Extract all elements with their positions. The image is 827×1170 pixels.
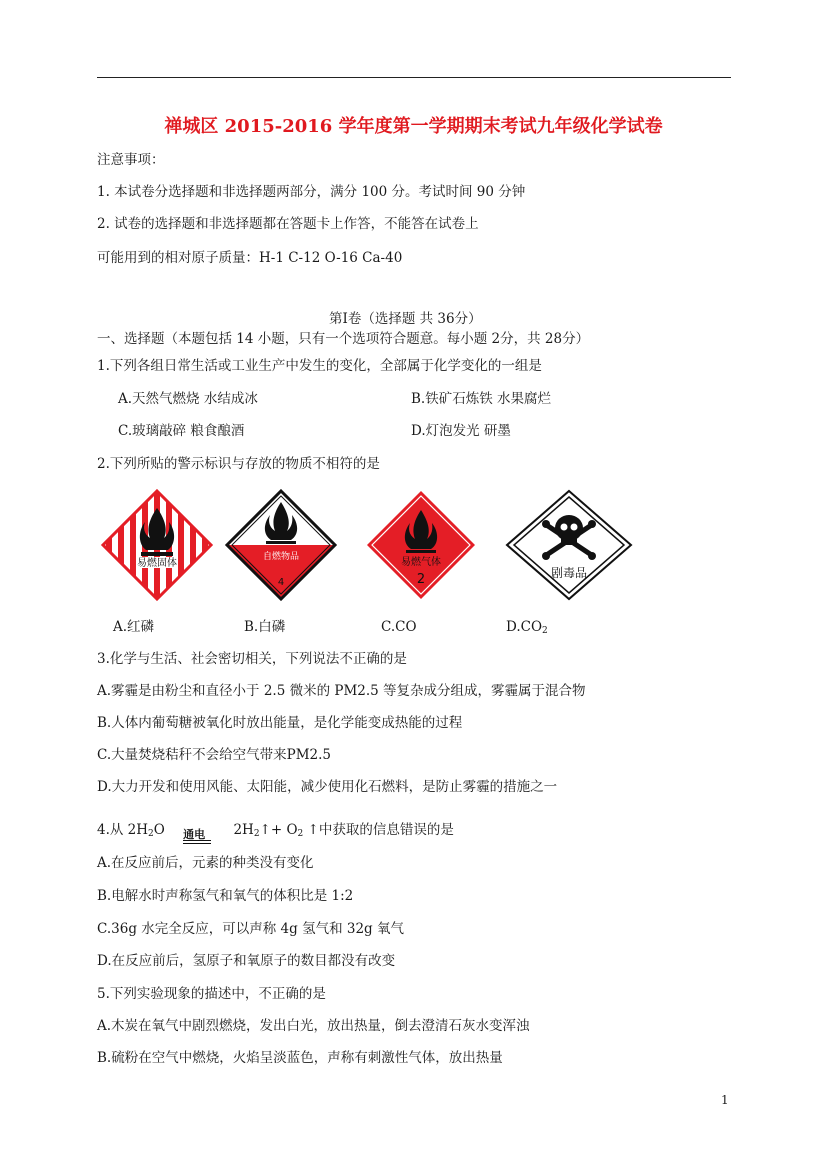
q5-option-b: B.硫粉在空气中燃烧，火焰呈淡蓝色，声称有刺激性气体，放出热量 [97, 1050, 503, 1066]
notice-item-2: 2. 试卷的选择题和非选择题都在答题卡上作答，不能答在试卷上 [97, 216, 479, 232]
spontaneously-combustible-sign [224, 488, 338, 602]
toxic-sign [502, 488, 636, 602]
q1-stem: 1.下列各组日常生活或工业生产中发生的变化，全部属于化学变化的一组是 [97, 358, 542, 374]
svg-text:4: 4 [277, 577, 285, 588]
svg-text:易燃固体: 易燃固体 [137, 558, 177, 569]
q5-option-a: A.木炭在氧气中剧烈燃烧，发出白光，放出热量，倒去澄清石灰水变浑浊 [97, 1018, 530, 1034]
q4-option-c: C.36g 水完全反应，可以声称 4g 氢气和 32g 氧气 [97, 921, 404, 937]
q1-option-d: D.灯泡发光 研墨 [411, 423, 511, 439]
q4-option-a: A.在反应前后，元素的种类没有变化 [97, 855, 314, 871]
q4-option-b: B.电解水时声称氢气和氧气的体积比是 1:2 [97, 888, 354, 904]
svg-text:易燃气体: 易燃气体 [401, 557, 441, 568]
flammable-solid-sign [100, 488, 214, 602]
q3-option-c: C.大量焚烧秸秆不会给空气带来PM2.5 [97, 747, 332, 763]
q2-option-c: C.CO [381, 619, 417, 635]
page-number: 1 [721, 1093, 729, 1107]
section-instruction: 一、选择题（本题包括 14 小题，只有一个选项符合题意。每小题 2分，共 28分） [97, 331, 590, 347]
svg-text:自燃物品: 自燃物品 [262, 552, 300, 562]
q3-stem: 3.化学与生活、社会密切相关，下列说法不正确的是 [97, 651, 407, 667]
page-title: 禅城区 2015-2016 学年度第一学期期末考试九年级化学试卷 [164, 116, 663, 137]
q5-stem: 5.下列实验现象的描述中，不正确的是 [97, 986, 326, 1002]
flammable-gas-sign [364, 488, 478, 602]
q4-stem: 4.从 $2H_2O$ 通电 $2H_2↑+ O_2$ ↑中获取的信息错误的是 [97, 821, 454, 843]
q3-option-d: D.大力开发和使用风能、太阳能，减少使用化石燃料，是防止雾霾的措施之一 [97, 779, 558, 795]
header-rule [97, 77, 731, 78]
q2-option-a: A.红磷 [113, 619, 155, 635]
svg-text:2: 2 [416, 572, 426, 587]
q1-option-c: C.玻璃敲碎 粮食酿酒 [118, 423, 245, 439]
q3-option-b: B.人体内葡萄糖被氧化时放出能量，是化学能变成热能的过程 [97, 715, 463, 731]
section-heading: 第Ⅰ卷（选择题 共 36分） [329, 311, 482, 327]
q3-option-a: A.雾霾是由粉尘和直径小于 2.5 微米的 PM2.5 等复杂成分组成，雾霾属于混合物 [97, 683, 586, 699]
q2-option-b: B.白磷 [244, 619, 286, 635]
q1-option-a: A.天然气燃烧 水结成冰 [118, 391, 258, 407]
q1-option-b: B.铁矿石炼铁 水果腐烂 [411, 391, 552, 407]
q4-option-d: D.在反应前后，氢原子和氧原子的数目都没有改变 [97, 953, 396, 969]
atomic-mass-line: 可能用到的相对原子质量：H-1 C-12 O-16 Ca-40 [97, 250, 403, 266]
q2-option-d: $D.CO_2$ [506, 619, 548, 636]
notice-item-1: 1. 本试卷分选择题和非选择题两部分，满分 100 分。考试时间 90 分钟 [97, 184, 526, 200]
notice-heading: 注意事项： [97, 152, 165, 168]
svg-text:剧毒品: 剧毒品 [550, 566, 588, 580]
q2-stem: 2.下列所贴的警示标识与存放的物质不相符的是 [97, 456, 380, 472]
